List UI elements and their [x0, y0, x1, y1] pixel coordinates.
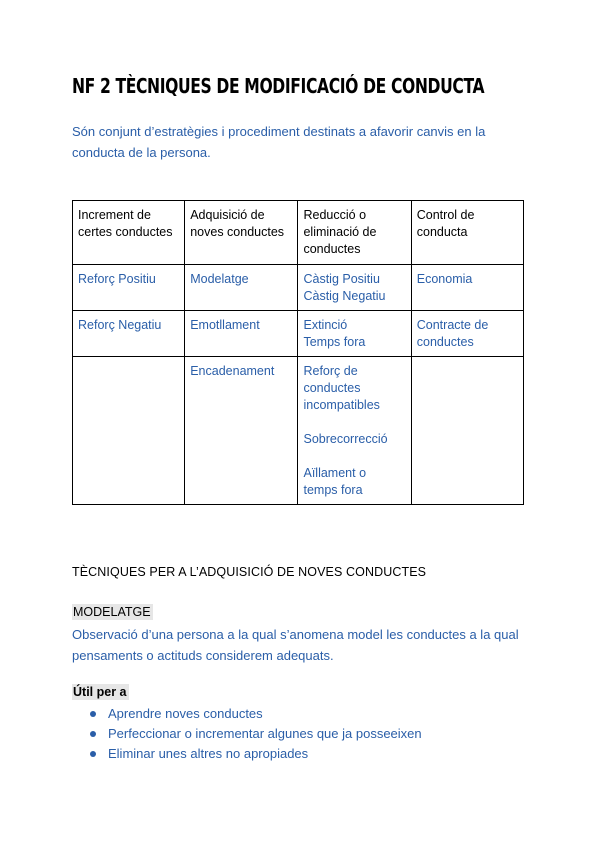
util-per-label: Útil per a: [73, 685, 127, 699]
header-cell-control: [411, 201, 523, 265]
cell-text: Sobrecorrecció: [303, 432, 388, 446]
header-text: Adquisició de: [190, 208, 265, 222]
page-title: NF 2 TÈCNIQUES DE MODIFICACIÓ DE CONDUCTA: [72, 74, 485, 98]
cell-text: Càstig Negatiu: [303, 289, 386, 303]
bullet-icon: [90, 731, 96, 737]
table-cell: [298, 265, 411, 311]
section-heading: TÈCNIQUES PER A L’ADQUISICIÓ DE NOVES CONDUCTES: [72, 565, 427, 579]
modelatge-label: MODELATGE: [73, 605, 151, 619]
description-line: pensaments o actituds considerem adequats.: [72, 648, 334, 663]
intro-paragraph: [72, 121, 532, 163]
cell-text: Reforç Negatiu: [78, 318, 162, 332]
header-cell-acquisition: [185, 201, 298, 265]
cell-text: Modelatge: [190, 272, 249, 286]
cell-spacer: [303, 448, 405, 465]
modelatge-description: [72, 624, 532, 666]
header-text: Reducció o: [303, 208, 367, 222]
cell-text: Temps fora: [303, 335, 366, 349]
header-cell-increment: [73, 201, 185, 265]
cell-text: Extinció: [303, 318, 348, 332]
header-text: certes conductes: [78, 225, 173, 239]
list-item-text: Perfeccionar o incrementar algunes que ja posseeixen: [108, 726, 422, 741]
table-cell: [411, 311, 523, 357]
header-text: noves conductes: [190, 225, 285, 239]
cell-text: Encadenament: [190, 364, 275, 378]
table-cell: [73, 265, 185, 311]
header-text: Increment de: [78, 208, 151, 222]
header-cell-reduction: [298, 201, 411, 265]
header-text: conductes: [303, 242, 361, 256]
table-cell: [298, 357, 411, 505]
list-item-text: Aprendre noves conductes: [108, 706, 263, 721]
list-item: [72, 744, 422, 764]
bullet-icon: [90, 751, 96, 757]
uses-list: [72, 704, 422, 764]
description-line: Observació d’una persona a la qual s’anomena model les conductes a la qual: [72, 627, 519, 642]
table-cell: [411, 265, 523, 311]
header-text: conducta: [416, 225, 468, 239]
table-cell: [185, 357, 298, 505]
cell-text: Càstig Positiu: [303, 272, 380, 286]
cell-text: conductes: [303, 381, 361, 395]
header-text: Control de: [416, 208, 475, 222]
cell-text: Economia: [416, 272, 473, 286]
table-cell: [73, 311, 185, 357]
intro-line: conducta de la persona.: [72, 145, 211, 160]
table-cell: [298, 311, 411, 357]
list-item-text: Eliminar unes altres no apropiades: [108, 746, 309, 761]
techniques-table: [72, 200, 524, 505]
table-row: [73, 357, 524, 505]
cell-text: incompatibles: [303, 398, 380, 412]
cell-text: Reforç de: [303, 364, 358, 378]
cell-text: Aïllament o: [303, 466, 367, 480]
cell-spacer: [303, 414, 405, 431]
cell-text: Contracte de: [416, 318, 489, 332]
intro-line: Són conjunt d’estratègies i procediment destinats a afavorir canvis en la: [72, 124, 486, 139]
header-text: eliminació de: [303, 225, 377, 239]
table-cell: [185, 311, 298, 357]
table-cell: [185, 265, 298, 311]
table-header-row: [73, 201, 524, 265]
cell-text: temps fora: [303, 483, 363, 497]
bullet-icon: [90, 711, 96, 717]
cell-text: conductes: [416, 335, 474, 349]
list-item: [72, 704, 422, 724]
cell-text: Emotllament: [190, 318, 260, 332]
table-row: [73, 311, 524, 357]
table-cell: [411, 357, 523, 505]
table-row: [73, 265, 524, 311]
table-cell: [73, 357, 185, 505]
list-item: [72, 724, 422, 744]
cell-text: Reforç Positiu: [78, 272, 156, 286]
